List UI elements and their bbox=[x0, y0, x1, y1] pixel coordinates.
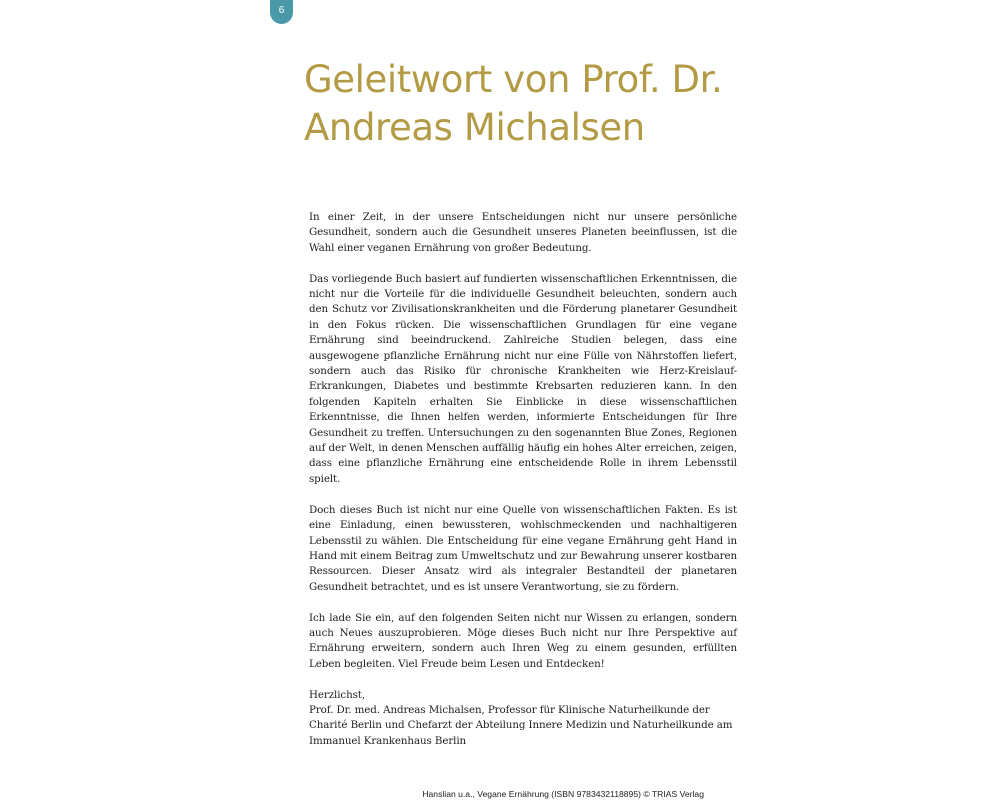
page-footer-citation: Hanslian u.a., Vegane Ernährung (ISBN 9783432118895) © TRIAS Verlag bbox=[422, 789, 704, 799]
page-title bbox=[304, 56, 864, 152]
closing-salutation: Herzlichst, bbox=[309, 688, 366, 701]
page-title-line-1: Geleitwort von Prof. Dr. bbox=[304, 58, 723, 101]
foreword-body bbox=[309, 210, 737, 749]
paragraph-2: Das vorliegende Buch basiert auf fundierten wissenschaftlichen Erkenntnissen, die nicht nur die Vorteile für die individuelle Gesundheit beleuchten, sondern auch den Schutz vor Zivilisationskrankheiten und die Förderung planetarer Gesundheit in den Fokus rücken. Die wissenschaftlichen Grundlagen für eine vegane Ernährung sind beeindruckend. Zahlreiche Studien belegen, dass eine ausgewogene pflanzliche Ernährung nicht nur eine Fülle von Nährstoffen liefert, sondern auch das Risiko für chronische Krankheiten wie Herz-Kreislauf-Erkrankungen, Diabetes und bestimmte Krebsarten reduzieren kann. In den folgenden Kapiteln erhalten Sie Einblicke in diese wissenschaftlichen Erkenntnisse, die Ihnen helfen werden, informierte Entscheidungen für Ihre Gesundheit zu treffen. Untersuchungen zu den sogenannten Blue Zones, Regionen auf der Welt, in denen Menschen auffällig häufig ein hohes Alter erreichen, zeigen, dass eine pflanzliche Ernährung eine entscheidende Rolle in ihrem Lebensstil spielt. bbox=[309, 272, 737, 485]
page-title-line-2: Andreas Michalsen bbox=[304, 106, 645, 149]
author-signature: Prof. Dr. med. Andreas Michalsen, Professor für Klinische Naturheilkunde der Charité Berlin und Chefarzt der Abteilung Innere Medizin und Naturheilkunde am Immanuel Krankenhaus Berlin bbox=[309, 703, 733, 747]
paragraph-1: In einer Zeit, in der unsere Entscheidungen nicht nur unsere persönliche Gesundheit, sondern auch die Gesundheit unseres Planeten beeinflussen, ist die Wahl einer veganen Ernährung von großer Bedeutung. bbox=[309, 211, 737, 254]
paragraph-4: Ich lade Sie ein, auf den folgenden Seiten nicht nur Wissen zu erlangen, sondern auch Neues auszuprobieren. Möge dieses Buch nicht nur Ihre Perspektive auf Ernährung erweitern, sondern auch Ihren Weg zu einem gesunden, erfüllten Leben begleiten. Viel Freude beim Lesen und Entdecken! bbox=[309, 611, 737, 670]
paragraph-3: Doch dieses Buch ist nicht nur eine Quelle von wissenschaftlichen Fakten. Es ist eine Einladung, einen bewussteren, wohlschmeckenden und nachhaltigeren Lebensstil zu wählen. Die Entscheidung für eine vegane Ernährung geht Hand in Hand mit einem Beitrag zum Umweltschutz und zur Bewahrung unserer kostbaren Ressourcen. Dieser Ansatz wird als integraler Bestandteil der planetaren Gesundheit betrachtet, und es ist unsere Verantwortung, sie zu fördern. bbox=[309, 503, 737, 593]
page-number-badge: 6 bbox=[270, 0, 293, 24]
